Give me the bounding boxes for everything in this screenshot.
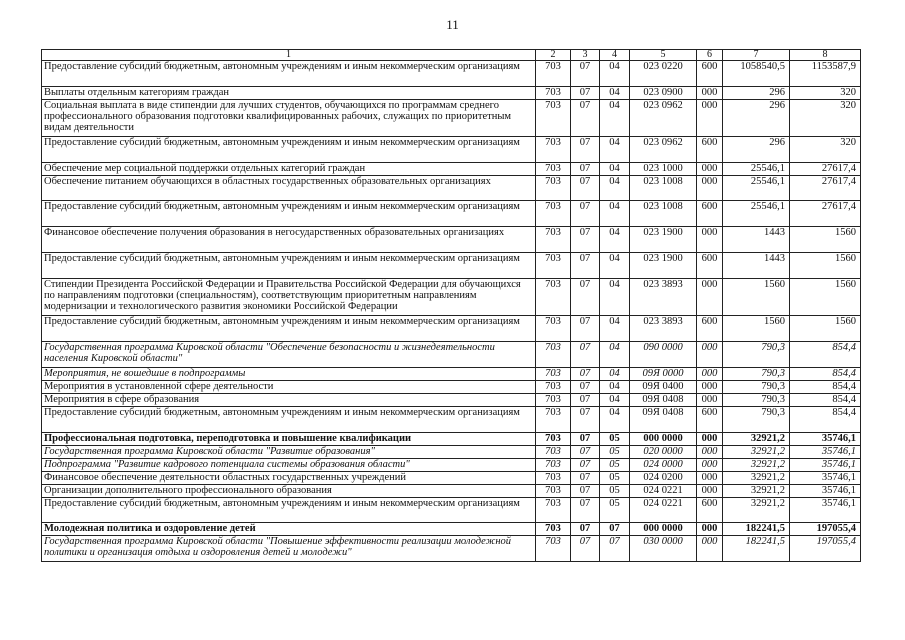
expense-type-cell: 000 (697, 368, 723, 381)
target-article-cell: 090 0000 (630, 342, 697, 368)
subsection-code-cell: 05 (600, 459, 630, 472)
section-code-cell: 07 (571, 137, 600, 163)
table-row (42, 201, 861, 227)
section-code-cell: 07 (571, 176, 600, 201)
section-code-cell: 07 (571, 381, 600, 394)
table-row (42, 523, 861, 536)
table-row (42, 61, 861, 87)
row-name-cell: Стипендии Президента Российской Федерации и Правительства Российской Федерации для обучающихся по направлениям подготовки (специальностям), соответствующим приоритетным направлениям модернизации и технологического развития экономики Российской Федерации (42, 279, 536, 316)
amount-year2-cell: 197055,4 (790, 536, 861, 562)
table-row (42, 163, 861, 176)
header-cell-4: 4 (600, 50, 630, 61)
row-name-cell: Мероприятия в сфере образования (42, 394, 536, 407)
ministry-code-cell: 703 (536, 227, 571, 253)
target-article-cell: 023 1008 (630, 201, 697, 227)
amount-year1-cell: 296 (723, 87, 790, 100)
expense-type-cell: 600 (697, 407, 723, 433)
expense-type-cell: 600 (697, 316, 723, 342)
section-code-cell: 07 (571, 472, 600, 485)
expense-type-cell: 600 (697, 253, 723, 279)
section-code-cell: 07 (571, 100, 600, 137)
ministry-code-cell: 703 (536, 342, 571, 368)
row-name-cell: Государственная программа Кировской области "Повышение эффективности реализации молодежной политики и организация отдыха и оздоровления детей и молодежи" (42, 536, 536, 562)
section-code-cell: 07 (571, 394, 600, 407)
table-row (42, 137, 861, 163)
amount-year2-cell: 854,4 (790, 394, 861, 407)
header-cell-6: 6 (697, 50, 723, 61)
amount-year1-cell: 25546,1 (723, 163, 790, 176)
row-name-cell: Молодежная политика и оздоровление детей (42, 523, 536, 536)
row-name-cell: Мероприятия, не вошедшие в подпрограммы (42, 368, 536, 381)
ministry-code-cell: 703 (536, 472, 571, 485)
table-row (42, 446, 861, 459)
table-row (42, 381, 861, 394)
subsection-code-cell: 04 (600, 394, 630, 407)
ministry-code-cell: 703 (536, 176, 571, 201)
amount-year1-cell: 1058540,5 (723, 61, 790, 87)
ministry-code-cell: 703 (536, 201, 571, 227)
amount-year1-cell: 25546,1 (723, 201, 790, 227)
ministry-code-cell: 703 (536, 407, 571, 433)
row-name-cell: Предоставление субсидий бюджетным, автономным учреждениям и иным некоммерческим организациям (42, 407, 536, 433)
row-name-cell: Предоставление субсидий бюджетным, автономным учреждениям и иным некоммерческим организациям (42, 61, 536, 87)
expense-type-cell: 000 (697, 381, 723, 394)
ministry-code-cell: 703 (536, 87, 571, 100)
table-row (42, 279, 861, 316)
amount-year2-cell: 1560 (790, 253, 861, 279)
expense-type-cell: 000 (697, 279, 723, 316)
table-row (42, 407, 861, 433)
amount-year2-cell: 27617,4 (790, 201, 861, 227)
target-article-cell: 09Я 0408 (630, 407, 697, 433)
amount-year2-cell: 27617,4 (790, 176, 861, 201)
table-row (42, 316, 861, 342)
expense-type-cell: 000 (697, 433, 723, 446)
target-article-cell: 023 1008 (630, 176, 697, 201)
target-article-cell: 023 3893 (630, 316, 697, 342)
row-name-cell: Подпрограмма "Развитие кадрового потенциала системы образования области" (42, 459, 536, 472)
row-name-cell: Финансовое обеспечение деятельности областных государственных учреждений (42, 472, 536, 485)
row-name-cell: Предоставление субсидий бюджетным, автономным учреждениям и иным некоммерческим организациям (42, 253, 536, 279)
table-row (42, 536, 861, 562)
section-code-cell: 07 (571, 446, 600, 459)
amount-year1-cell: 32921,2 (723, 485, 790, 498)
target-article-cell: 023 1900 (630, 227, 697, 253)
amount-year1-cell: 790,3 (723, 381, 790, 394)
table-row (42, 342, 861, 368)
expense-type-cell: 000 (697, 446, 723, 459)
amount-year1-cell: 790,3 (723, 394, 790, 407)
expense-type-cell: 000 (697, 523, 723, 536)
amount-year1-cell: 790,3 (723, 407, 790, 433)
amount-year1-cell: 25546,1 (723, 176, 790, 201)
target-article-cell: 023 0962 (630, 137, 697, 163)
header-cell-8: 8 (790, 50, 861, 61)
subsection-code-cell: 04 (600, 342, 630, 368)
row-name-cell: Организации дополнительного профессионального образования (42, 485, 536, 498)
subsection-code-cell: 04 (600, 227, 630, 253)
amount-year1-cell: 1560 (723, 279, 790, 316)
expense-type-cell: 000 (697, 176, 723, 201)
section-code-cell: 07 (571, 523, 600, 536)
ministry-code-cell: 703 (536, 316, 571, 342)
ministry-code-cell: 703 (536, 279, 571, 316)
ministry-code-cell: 703 (536, 485, 571, 498)
row-name-cell: Обеспечение мер социальной поддержки отдельных категорий граждан (42, 163, 536, 176)
row-name-cell: Социальная выплата в виде стипендии для лучших студентов, обучающихся по программам среднего профессионального образования подготовки квалифицированных рабочих, служащих по приоритетным видам деятельности (42, 100, 536, 137)
amount-year1-cell: 1443 (723, 227, 790, 253)
expense-type-cell: 600 (697, 498, 723, 523)
amount-year1-cell: 32921,2 (723, 498, 790, 523)
expense-type-cell: 000 (697, 342, 723, 368)
amount-year1-cell: 32921,2 (723, 446, 790, 459)
amount-year1-cell: 296 (723, 137, 790, 163)
target-article-cell: 023 0220 (630, 61, 697, 87)
target-article-cell: 000 0000 (630, 433, 697, 446)
section-code-cell: 07 (571, 279, 600, 316)
target-article-cell: 023 0962 (630, 100, 697, 137)
subsection-code-cell: 04 (600, 279, 630, 316)
ministry-code-cell: 703 (536, 523, 571, 536)
target-article-cell: 023 1900 (630, 253, 697, 279)
row-name-cell: Предоставление субсидий бюджетным, автономным учреждениям и иным некоммерческим организациям (42, 498, 536, 523)
subsection-code-cell: 04 (600, 253, 630, 279)
ministry-code-cell: 703 (536, 536, 571, 562)
amount-year2-cell: 854,4 (790, 342, 861, 368)
amount-year2-cell: 854,4 (790, 381, 861, 394)
table-row (42, 485, 861, 498)
ministry-code-cell: 703 (536, 137, 571, 163)
ministry-code-cell: 703 (536, 163, 571, 176)
expense-type-cell: 000 (697, 394, 723, 407)
table-row (42, 459, 861, 472)
ministry-code-cell: 703 (536, 394, 571, 407)
subsection-code-cell: 05 (600, 472, 630, 485)
amount-year1-cell: 1560 (723, 316, 790, 342)
ministry-code-cell: 703 (536, 381, 571, 394)
header-cell-1: 1 (42, 50, 536, 61)
section-code-cell: 07 (571, 368, 600, 381)
amount-year2-cell: 27617,4 (790, 163, 861, 176)
amount-year1-cell: 32921,2 (723, 459, 790, 472)
row-name-cell: Мероприятия в установленной сфере деятельности (42, 381, 536, 394)
section-code-cell: 07 (571, 342, 600, 368)
ministry-code-cell: 703 (536, 100, 571, 137)
page-number: 11 (446, 17, 459, 32)
expense-type-cell: 000 (697, 472, 723, 485)
amount-year2-cell: 320 (790, 137, 861, 163)
amount-year2-cell: 35746,1 (790, 472, 861, 485)
table-row (42, 227, 861, 253)
target-article-cell: 000 0000 (630, 523, 697, 536)
subsection-code-cell: 04 (600, 201, 630, 227)
amount-year2-cell: 854,4 (790, 368, 861, 381)
target-article-cell: 024 0200 (630, 472, 697, 485)
amount-year2-cell: 320 (790, 100, 861, 137)
subsection-code-cell: 04 (600, 87, 630, 100)
target-article-cell: 023 3893 (630, 279, 697, 316)
section-code-cell: 07 (571, 61, 600, 87)
table-row (42, 100, 861, 137)
expense-type-cell: 000 (697, 100, 723, 137)
section-code-cell: 07 (571, 433, 600, 446)
subsection-code-cell: 04 (600, 163, 630, 176)
target-article-cell: 024 0221 (630, 485, 697, 498)
table-row (42, 433, 861, 446)
expense-type-cell: 600 (697, 61, 723, 87)
header-cell-2: 2 (536, 50, 571, 61)
table-row (42, 472, 861, 485)
ministry-code-cell: 703 (536, 368, 571, 381)
ministry-code-cell: 703 (536, 253, 571, 279)
ministry-code-cell: 703 (536, 61, 571, 87)
table-row (42, 498, 861, 523)
amount-year1-cell: 182241,5 (723, 536, 790, 562)
header-cell-3: 3 (571, 50, 600, 61)
amount-year2-cell: 35746,1 (790, 459, 861, 472)
target-article-cell: 020 0000 (630, 446, 697, 459)
amount-year2-cell: 1153587,9 (790, 61, 861, 87)
section-code-cell: 07 (571, 316, 600, 342)
section-code-cell: 07 (571, 201, 600, 227)
section-code-cell: 07 (571, 485, 600, 498)
target-article-cell: 09Я 0408 (630, 394, 697, 407)
ministry-code-cell: 703 (536, 498, 571, 523)
target-article-cell: 024 0000 (630, 459, 697, 472)
expense-type-cell: 000 (697, 459, 723, 472)
table-row (42, 87, 861, 100)
expense-type-cell: 000 (697, 87, 723, 100)
expense-type-cell: 000 (697, 163, 723, 176)
amount-year2-cell: 320 (790, 87, 861, 100)
subsection-code-cell: 04 (600, 137, 630, 163)
row-name-cell: Финансовое обеспечение получения образования в негосударственных образовательных организациях (42, 227, 536, 253)
subsection-code-cell: 04 (600, 407, 630, 433)
section-code-cell: 07 (571, 87, 600, 100)
subsection-code-cell: 04 (600, 381, 630, 394)
header-cell-7: 7 (723, 50, 790, 61)
amount-year2-cell: 1560 (790, 227, 861, 253)
amount-year1-cell: 182241,5 (723, 523, 790, 536)
amount-year2-cell: 854,4 (790, 407, 861, 433)
subsection-code-cell: 04 (600, 316, 630, 342)
amount-year1-cell: 32921,2 (723, 433, 790, 446)
expense-type-cell: 600 (697, 137, 723, 163)
subsection-code-cell: 05 (600, 446, 630, 459)
subsection-code-cell: 07 (600, 536, 630, 562)
subsection-code-cell: 05 (600, 433, 630, 446)
amount-year2-cell: 35746,1 (790, 498, 861, 523)
table-row (42, 368, 861, 381)
header-cell-5: 5 (630, 50, 697, 61)
amount-year1-cell: 790,3 (723, 368, 790, 381)
subsection-code-cell: 04 (600, 61, 630, 87)
subsection-code-cell: 05 (600, 485, 630, 498)
budget-table (41, 49, 861, 562)
expense-type-cell: 000 (697, 227, 723, 253)
amount-year2-cell: 1560 (790, 316, 861, 342)
subsection-code-cell: 04 (600, 368, 630, 381)
subsection-code-cell: 04 (600, 100, 630, 137)
section-code-cell: 07 (571, 459, 600, 472)
expense-type-cell: 000 (697, 536, 723, 562)
section-code-cell: 07 (571, 163, 600, 176)
row-name-cell: Предоставление субсидий бюджетным, автономным учреждениям и иным некоммерческим организациям (42, 316, 536, 342)
amount-year2-cell: 197055,4 (790, 523, 861, 536)
target-article-cell: 030 0000 (630, 536, 697, 562)
target-article-cell: 09Я 0000 (630, 368, 697, 381)
target-article-cell: 024 0221 (630, 498, 697, 523)
expense-type-cell: 600 (697, 201, 723, 227)
row-name-cell: Обеспечение питанием обучающихся в областных государственных образовательных организациях (42, 176, 536, 201)
amount-year2-cell: 35746,1 (790, 446, 861, 459)
ministry-code-cell: 703 (536, 459, 571, 472)
amount-year2-cell: 1560 (790, 279, 861, 316)
subsection-code-cell: 07 (600, 523, 630, 536)
subsection-code-cell: 04 (600, 176, 630, 201)
row-name-cell: Государственная программа Кировской области "Обеспечение безопасности и жизнедеятельности населения Кировской области" (42, 342, 536, 368)
section-code-cell: 07 (571, 498, 600, 523)
row-name-cell: Профессиональная подготовка, переподготовка и повышение квалификации (42, 433, 536, 446)
ministry-code-cell: 703 (536, 433, 571, 446)
ministry-code-cell: 703 (536, 446, 571, 459)
section-code-cell: 07 (571, 536, 600, 562)
table-row (42, 176, 861, 201)
amount-year1-cell: 32921,2 (723, 472, 790, 485)
amount-year1-cell: 296 (723, 100, 790, 137)
section-code-cell: 07 (571, 407, 600, 433)
section-code-cell: 07 (571, 253, 600, 279)
row-name-cell: Предоставление субсидий бюджетным, автономным учреждениям и иным некоммерческим организациям (42, 137, 536, 163)
expense-type-cell: 000 (697, 485, 723, 498)
amount-year2-cell: 35746,1 (790, 433, 861, 446)
amount-year2-cell: 35746,1 (790, 485, 861, 498)
row-name-cell: Выплаты отдельным категориям граждан (42, 87, 536, 100)
amount-year1-cell: 1443 (723, 253, 790, 279)
target-article-cell: 023 0900 (630, 87, 697, 100)
row-name-cell: Предоставление субсидий бюджетным, автономным учреждениям и иным некоммерческим организациям (42, 201, 536, 227)
section-code-cell: 07 (571, 227, 600, 253)
target-article-cell: 09Я 0400 (630, 381, 697, 394)
table-row (42, 394, 861, 407)
amount-year1-cell: 790,3 (723, 342, 790, 368)
target-article-cell: 023 1000 (630, 163, 697, 176)
table-row (42, 253, 861, 279)
row-name-cell: Государственная программа Кировской области "Развитие образования" (42, 446, 536, 459)
subsection-code-cell: 05 (600, 498, 630, 523)
table-header-row (42, 50, 861, 61)
